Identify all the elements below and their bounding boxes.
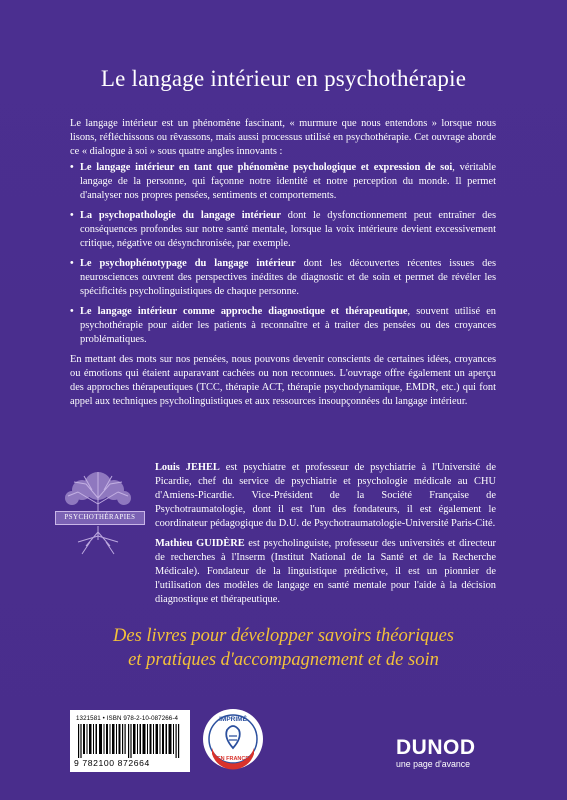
- author-description: est psychiatre et professeur de psychiatrie à l'Université de Picardie, chef du service de psychiatrie et psychologie médicale au CHU d'Amiens-Picardie. Vice-Président de la Société Française de Psychotraumatologie, dont il est l'un des fondateurs, il est également le coordinateur pédagogique du D.U. de Psychotraumatologie-Université Paris-Cité.: [155, 462, 496, 529]
- topic-item: [70, 257, 496, 299]
- made-in-france-badge-icon: [202, 708, 264, 770]
- author-description: est psycholinguiste, professeur des universités et directeur de recherches à l'Inserm (Institut National de la Santé et de la Recherche Médicale). Fondateur de la linguistique prédictive, il est un pionnier de l'utilisation des modèles de langage en santé mentale pour l'aide à la décision diagnostique et thérapeutique.: [155, 538, 496, 605]
- topic-heading: Le langage intérieur comme approche diagnostique et thérapeutique: [80, 306, 408, 317]
- intro-paragraph: Le langage intérieur est un phénomène fascinant, « murmure que nous entendons » lorsque nous lisons, réfléchissons ou rêvassons, mais aussi processus utilisé en psychothérapie. Cet ouvrage aborde ce « dialogue à soi » sous quatre angles innovants :: [70, 118, 496, 157]
- topic-item: [70, 209, 496, 251]
- author-bio: [155, 461, 496, 531]
- topic-text: dont le dysfonctionnement peut entraîner des conséquences profondes sur notre santé mentale, lorsque la voix intérieure devient excessivement critique, négative ou désynchronisée, par exemple.: [80, 210, 496, 249]
- topic-text: , véritable langage de la personne, qui façonne notre identité et notre perception du monde. Il permet d'analyser nos propres pensées, sentiments et comportements.: [80, 162, 496, 201]
- publisher-name: DUNOD: [396, 736, 476, 759]
- series-tagline: [0, 624, 567, 672]
- book-title: Le langage intérieur en psychothérapie: [100, 66, 467, 91]
- topic-heading: Le langage intérieur en tant que phénomène psychologique et expression de soi: [80, 162, 453, 173]
- isbn-barcode: [70, 710, 190, 772]
- tagline-line: et pratiques d'accompagnement et de soin: [128, 650, 439, 670]
- publisher-logo: [396, 738, 516, 770]
- collection-badge: PSYCHOTHÉRAPIES: [55, 511, 145, 525]
- author-bio: [155, 537, 496, 607]
- topic-list: [70, 161, 496, 347]
- barcode-bars-icon: [78, 724, 182, 758]
- topic-heading: La psychopathologie du langage intérieur: [80, 210, 281, 221]
- summary-text: [70, 117, 496, 409]
- publisher-slogan: une page d'avance: [396, 759, 471, 769]
- topic-heading: Le psychophénotypage du langage intérieur: [80, 258, 296, 269]
- topic-item: [70, 305, 496, 347]
- isbn-label: 1321581 • ISBN 978-2-10-087266-4: [76, 715, 179, 722]
- barcode-number: 9 782100 872664: [74, 758, 150, 768]
- topic-text: dont les découvertes récentes issues des neurosciences ouvrent des perspectives inédites de diagnostic et de soin et permet de révéler les spécificités psycholinguistiques de chaque personne.: [80, 258, 496, 297]
- topic-item: [70, 161, 496, 203]
- author-name: Louis JEHEL: [155, 462, 220, 473]
- topic-text: , souvent utilisé en psychothérapie pour aider les patients à reconnaître et à traiter des pensées ou des croyances problématiques.: [80, 306, 497, 345]
- author-name: Mathieu GUIDÈRE: [155, 538, 245, 549]
- conclusion-paragraph: En mettant des mots sur nos pensées, nous pouvons devenir conscients de certaines idées, croyances ou émotions qui étaient auparavant cachées ou non reconnues. L'ouvrage offre également un aperçu des approches thérapeutiques (TCC, thérapie ACT, thérapie psychodynamique, EMDR, etc.) qui font appel aux techniques psycholinguistiques et aux ressources insoupçonnées du langage intérieur.: [70, 354, 496, 407]
- badge-bottom-text: EN FRANCE: [216, 756, 250, 762]
- authors-section: [155, 461, 496, 613]
- badge-top-text: IMPRIMÉ: [219, 716, 247, 723]
- tagline-line: Des livres pour développer savoirs théoriques: [113, 626, 454, 646]
